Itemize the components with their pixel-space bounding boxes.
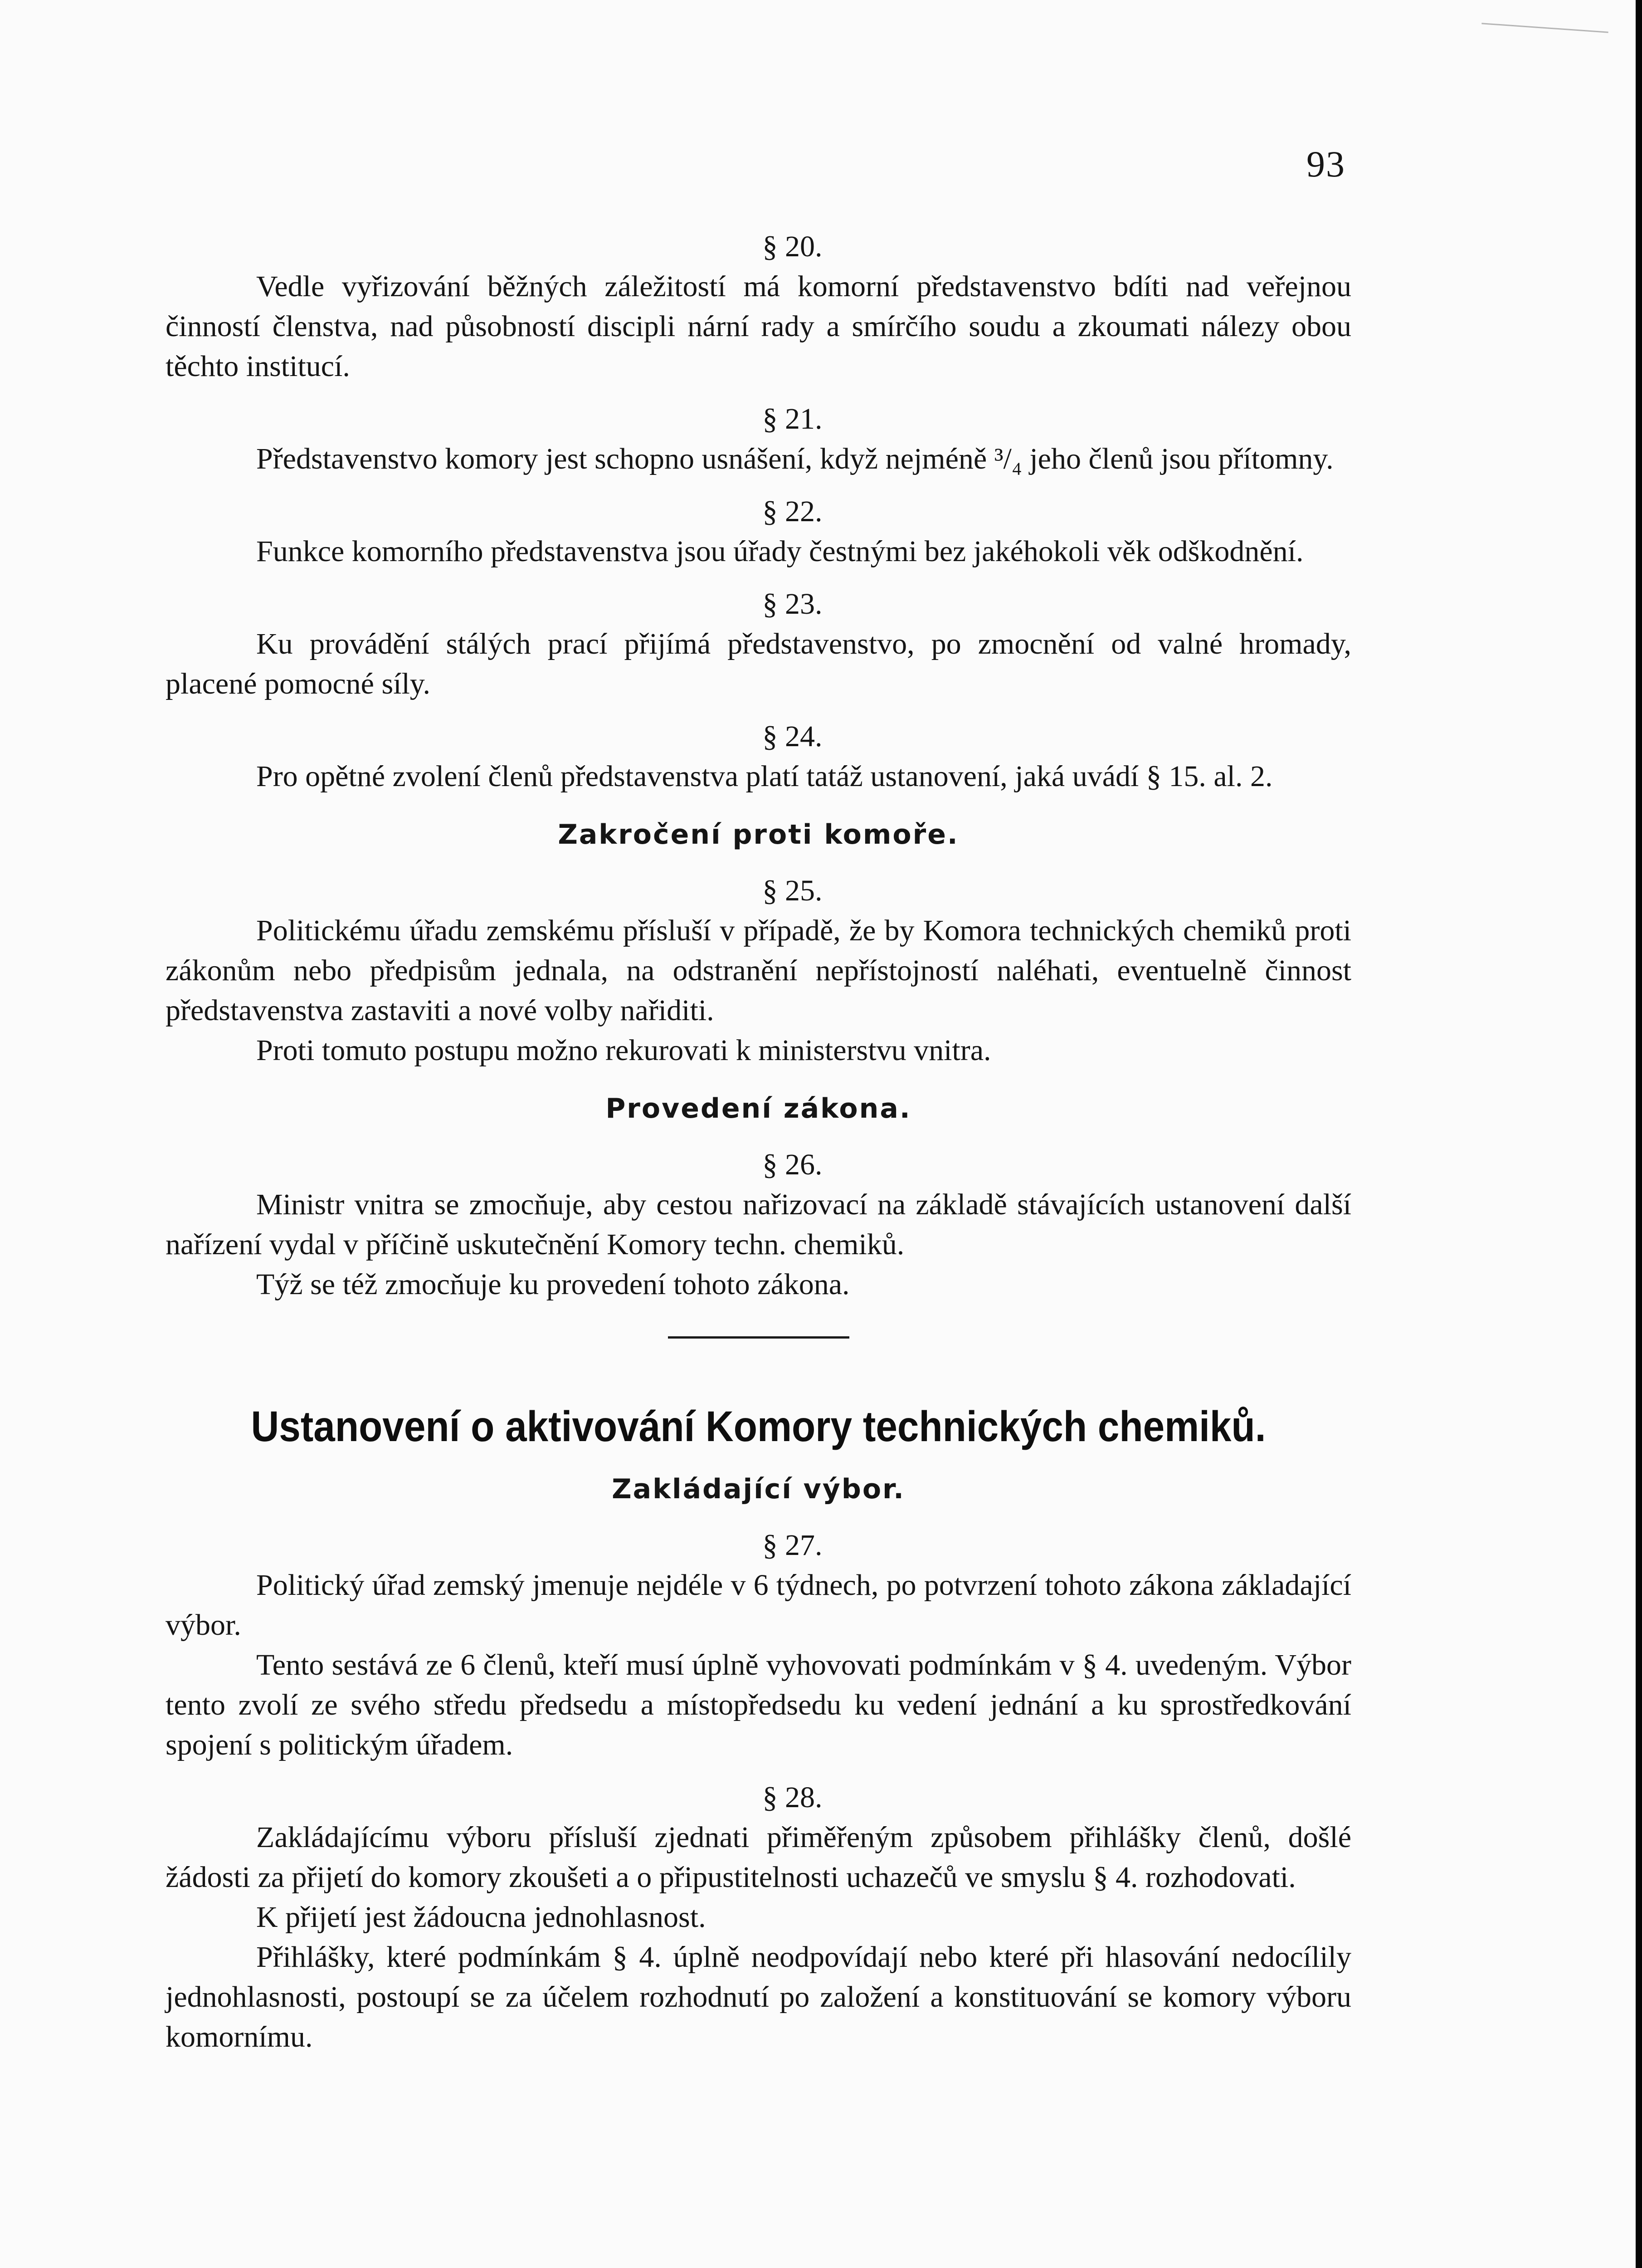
section-heading-20: § 20. <box>762 230 823 263</box>
paragraph-25a: Politickému úřadu zemskému přísluší v případě, že by Komora technických chemiků proti zákonům nebo předpisům jednala, na odstranění nepřístojností naléhati, eventuelně činnost představenstva zastaviti a nové volby nařiditi. <box>166 914 1351 1027</box>
section-heading-23: § 23. <box>762 587 823 621</box>
heading-provedeni: Provedení zákona. <box>605 1093 911 1124</box>
heading-zakroceni: Zakročení proti komoře. <box>558 819 959 850</box>
paragraph-26a: Ministr vnitra se zmocňuje, aby cestou nařizovací na základě stávajících ustanovení další nařízení vydal v příčině uskutečnění Komory techn. chemiků. <box>166 1188 1351 1261</box>
section-heading-22: § 22. <box>762 495 823 528</box>
paragraph-28a: Zakládajícímu výboru přísluší zjednati přiměřeným způsobem přihlášky členů, došlé žádosti za přijetí do komory zkoušeti a o připustitelnosti uchazečů ve smyslu § 4. rozhodovati. <box>166 1821 1351 1894</box>
section-divider <box>668 1336 849 1339</box>
paragraph-25b: Proti tomuto postupu možno rekurovati k ministerstvu vnitra. <box>256 1034 991 1067</box>
section-heading-26: § 26. <box>762 1148 823 1181</box>
paragraph-28b: K přijetí jest žádoucna jednohlasnost. <box>256 1901 706 1934</box>
section-heading-25: § 25. <box>762 874 823 907</box>
section-heading-27: § 27. <box>762 1529 823 1562</box>
page-content <box>166 227 1351 2057</box>
heading-zakladajici: Zakládající výbor. <box>612 1473 905 1505</box>
paragraph-28c: Přihlášky, které podmínkám § 4. úplně neodpovídají nebo které při hlasování nedocílily jednohlasnosti, postoupí se za účelem rozhodnutí po založení a konstituování se komory výboru komornímu. <box>166 1941 1351 2053</box>
paragraph-24: Pro opětné zvolení členů představenstva platí tatáž ustanovení, jaká uvádí § 15. al. 2. <box>256 760 1273 793</box>
paragraph-27a: Politický úřad zemský jmenuje nejdéle v 6 týdnech, po potvrzení tohoto zákona základající výbor. <box>166 1569 1351 1642</box>
paragraph-20: Vedle vyřizování běžných záležitostí má komorní představenstvo bdíti nad veřejnou činností členstva, nad působností discipli nární rady a smírčího soudu a zkoumati nálezy obou těchto institucí. <box>166 270 1351 383</box>
paragraph-22: Funkce komorního představenstva jsou úřady čestnými bez jakéhokoli věk odškodnění. <box>256 535 1304 568</box>
section-heading-24: § 24. <box>762 720 823 753</box>
paragraph-26b: Týž se též zmocňuje ku provedení tohoto zákona. <box>256 1268 850 1301</box>
paragraph-27b: Tento sestává ze 6 členů, kteří musí úplně vyhovovati podmínkám v § 4. uvedeným. Výbor tento zvolí ze svého středu předsedu a místopředsedu ku vedení jednání a ku sprostředkování spojení s politickým úřadem. <box>166 1648 1351 1761</box>
paragraph-21: Představenstvo komory jest schopno usnášení, když nejméně ³/₄ jeho členů jsou přítomny. <box>256 442 1334 475</box>
main-title: Ustanovení o aktivování Komory technických chemiků. <box>251 1403 1266 1451</box>
section-heading-21: § 21. <box>762 402 823 435</box>
paragraph-23: Ku provádění stálých prací přijímá představenstvo, po zmocnění od valné hromady, placené pomocné síly. <box>166 627 1351 700</box>
scan-mark <box>1481 23 1608 33</box>
page-number: 93 <box>1306 143 1345 185</box>
section-heading-28: § 28. <box>762 1781 823 1814</box>
